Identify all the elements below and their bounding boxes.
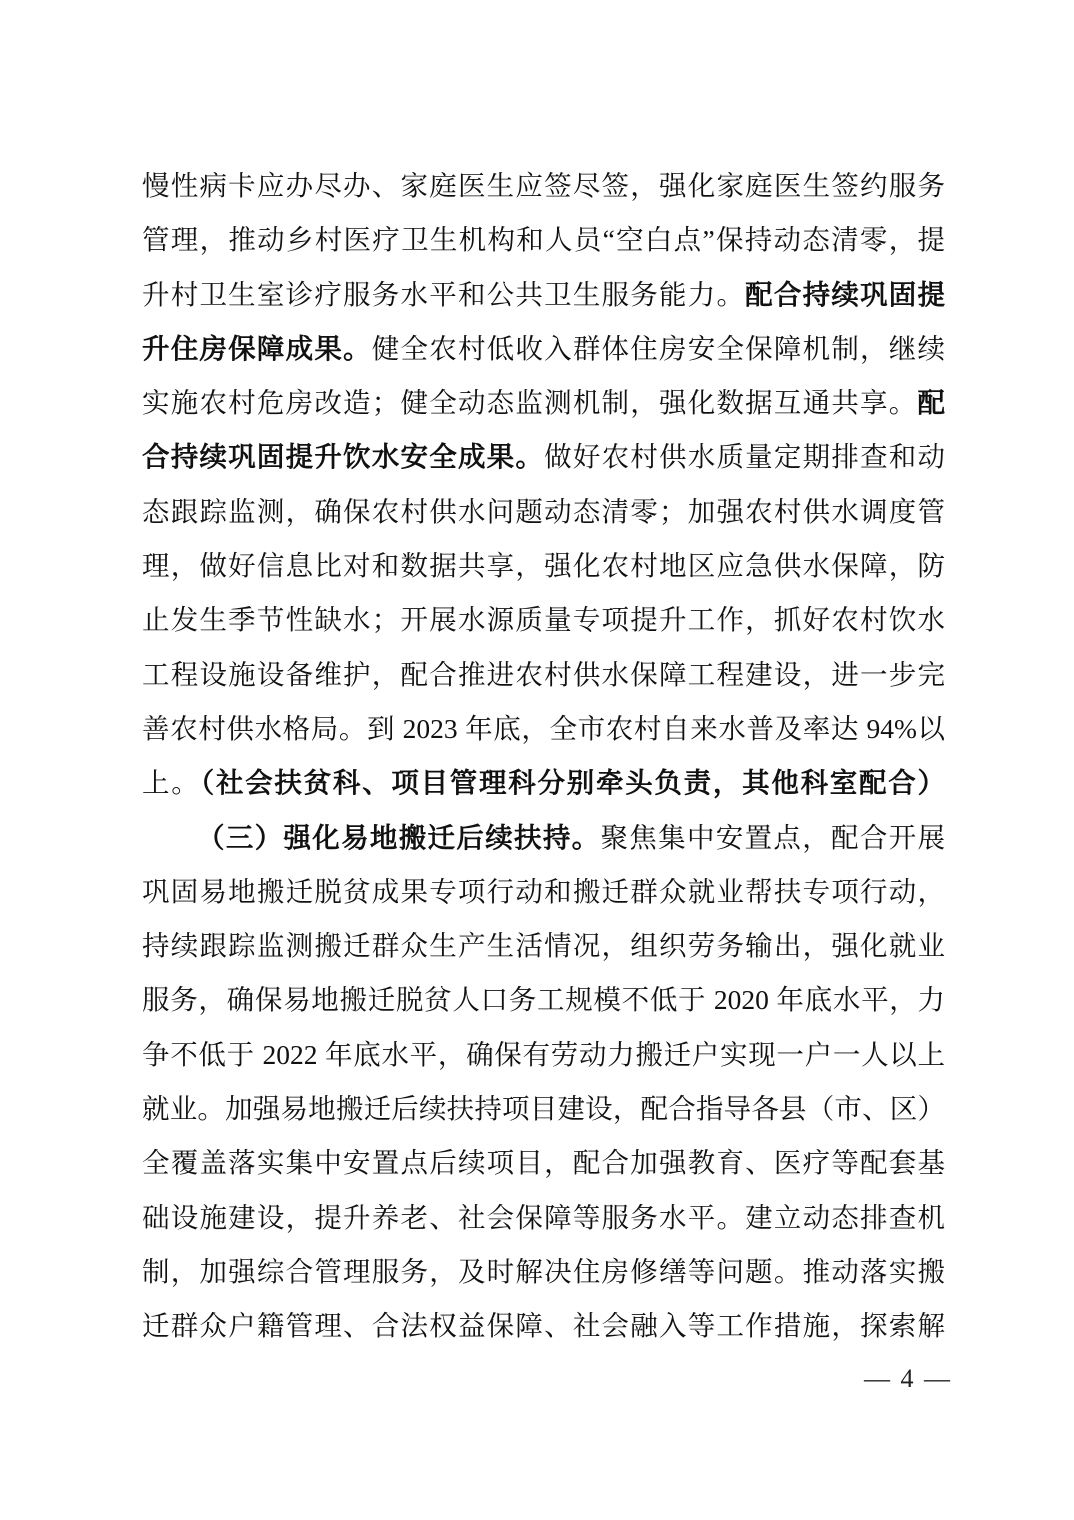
text-line: [142, 1299, 945, 1353]
text-segment: 上。: [142, 767, 201, 799]
text-line: [142, 593, 945, 647]
text-line: [142, 430, 945, 484]
bold-text-segment: 合持续巩固提升饮水安全成果。: [142, 441, 545, 473]
text-line: [142, 268, 945, 322]
text-line: [142, 919, 945, 973]
text-segment: 升村卫生室诊疗服务水平和公共卫生服务能力。: [142, 278, 746, 310]
text-line: [142, 1082, 945, 1136]
text-line: [142, 485, 945, 539]
text-segment: 善农村供水格局。到 2023 年底，全市农村自来水普及率达 94%以: [142, 712, 945, 744]
text-segment: 实施农村危房改造；健全动态监测机制，强化数据互通共享。: [142, 387, 918, 419]
text-line: [142, 973, 945, 1027]
text-line: [142, 865, 945, 919]
page-number: — 4 —: [864, 1364, 952, 1393]
text-segment: 聚焦集中安置点，配合开展: [600, 821, 945, 853]
text-line: [142, 1245, 945, 1299]
bold-text-segment: 升住房保障成果。: [142, 332, 372, 364]
bold-text-segment: （社会扶贫科、项目管理科分别牵头负责，其他科室配合）: [200, 767, 945, 799]
bold-text-segment: （三）强化易地搬迁后续扶持。: [197, 821, 601, 853]
text-line: [142, 1136, 945, 1190]
text-segment: 就业。加强易地搬迁后续扶持项目建设，配合指导各县（市、区）: [142, 1093, 945, 1125]
text-line: [142, 702, 945, 756]
text-line: [142, 756, 945, 810]
text-segment: 管理，推动乡村医疗卫生机构和人员“空白点”保持动态清零，提: [142, 224, 945, 256]
text-line: [142, 322, 945, 376]
text-segment: 巩固易地搬迁脱贫成果专项行动和搬迁群众就业帮扶专项行动，: [142, 875, 945, 907]
text-line: [142, 159, 945, 213]
text-segment: 态跟踪监测，确保农村供水问题动态清零；加强农村供水调度管: [142, 495, 945, 527]
text-segment: 制，加强综合管理服务，及时解决住房修缮等问题。推动落实搬: [142, 1255, 945, 1287]
bold-text-segment: 配合持续巩固提: [745, 278, 945, 310]
text-segment: 争不低于 2022 年底水平，确保有劳动力搬迁户实现一户一人以上: [142, 1038, 945, 1070]
text-line: [142, 1191, 945, 1245]
text-segment: 迁群众户籍管理、合法权益保障、社会融入等工作措施，探索解: [142, 1310, 945, 1342]
text-line: [142, 811, 945, 865]
text-segment: 慢性病卡应办尽办、家庭医生应签尽签，强化家庭医生签约服务: [142, 170, 945, 201]
text-segment: 持续跟踪监测搬迁群众生产生活情况，组织劳务输出，强化就业: [142, 930, 945, 962]
text-segment: 全覆盖落实集中安置点后续项目，配合加强教育、医疗等配套基: [142, 1147, 945, 1179]
text-segment: 做好农村供水质量定期排查和动: [544, 441, 945, 473]
document-body: [142, 159, 945, 1354]
bold-text-segment: 配: [917, 387, 945, 419]
text-line: [142, 213, 945, 267]
text-segment: 工程设施设备维护，配合推进农村供水保障工程建设，进一步完: [142, 658, 945, 690]
text-segment: 理，做好信息比对和数据共享，强化农村地区应急供水保障，防: [142, 550, 945, 582]
text-line: [142, 539, 945, 593]
text-segment: 健全农村低收入群体住房安全保障机制，继续: [371, 332, 945, 364]
text-segment: 础设施建设，提升养老、社会保障等服务水平。建立动态排查机: [142, 1201, 945, 1233]
text-line: [142, 648, 945, 702]
text-line: [142, 376, 945, 430]
text-line: [142, 1028, 945, 1082]
text-segment: 服务，确保易地搬迁脱贫人口务工规模不低于 2020 年底水平，力: [142, 984, 945, 1016]
text-segment: 止发生季节性缺水；开展水源质量专项提升工作，抓好农村饮水: [142, 604, 945, 636]
